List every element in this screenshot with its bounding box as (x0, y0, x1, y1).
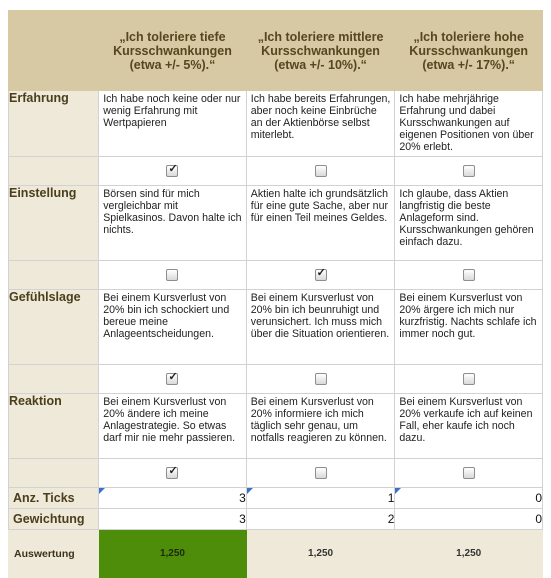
reaction-row (9, 394, 543, 459)
reaction-medium-checkbox[interactable] (315, 467, 327, 479)
weighting-low-value: 3 (239, 512, 246, 526)
row-label-ticks: Anz. Ticks (9, 488, 99, 509)
risk-profile-table (8, 10, 543, 578)
weighting-high-cell[interactable] (395, 509, 543, 530)
experience-row (9, 91, 543, 157)
feeling-high-checkbox[interactable] (463, 373, 475, 385)
attitude-checkbox-row (9, 261, 543, 290)
ticks-row (9, 488, 543, 509)
comment-marker-icon (99, 488, 105, 494)
reaction-high-checkbox[interactable] (463, 467, 475, 479)
attitude-medium-cell (246, 261, 395, 290)
experience-medium-cell (246, 157, 395, 186)
attitude-high-text: Ich glaube, dass Aktien langfristig die beste Anlageform sind. Kursschwankungen gehören einfach dazu. (395, 186, 543, 261)
row-label-attitude: Einstellung (9, 186, 99, 261)
feeling-medium-checkbox[interactable] (315, 373, 327, 385)
experience-high-checkbox[interactable] (463, 165, 475, 177)
row-label-reaction: Reaktion (9, 394, 99, 459)
checkbox-row-spacer (9, 459, 99, 488)
weighting-medium-value: 2 (387, 512, 395, 526)
reaction-low-text: Bei einem Kursverlust von 20% ändere ich meine Anlagestrategie. So etwas darf mir nie mehr passieren. (99, 394, 247, 459)
reaction-medium-text: Bei einem Kursverlust von 20% informiere ich mich täglich sehr genau, um notfalls reagieren zu können. (246, 394, 395, 459)
weighting-high-value: 0 (535, 512, 542, 526)
ticks-low-value: 3 (239, 491, 246, 505)
header-row (9, 11, 543, 91)
experience-medium-text: Ich habe bereits Erfahrungen, aber noch keine Einbrüche an der Aktienbörse selbst miterlebt. (246, 91, 395, 157)
attitude-low-checkbox[interactable] (166, 269, 178, 281)
reaction-medium-cell (246, 459, 395, 488)
checkbox-row-spacer (9, 261, 99, 290)
comment-marker-icon (395, 488, 401, 494)
attitude-high-checkbox[interactable] (463, 269, 475, 281)
header-corner (9, 11, 99, 91)
experience-medium-checkbox[interactable] (315, 165, 327, 177)
reaction-low-checkbox[interactable] (166, 467, 178, 479)
weighting-low-cell[interactable] (99, 509, 247, 530)
header-high-volatility: „Ich toleriere hohe Kursschwankungen (etwa +/- 17%).“ (395, 11, 543, 91)
header-medium-volatility: „Ich toleriere mittlere Kursschwankungen (etwa +/- 10%).“ (246, 11, 395, 91)
experience-checkbox-row (9, 157, 543, 186)
feeling-low-text: Bei einem Kursverlust von 20% bin ich schockiert und bereue meine Anlageentscheidungen. (99, 290, 247, 365)
attitude-high-cell (395, 261, 543, 290)
experience-low-checkbox[interactable] (166, 165, 178, 177)
row-label-feeling: Gefühlslage (9, 290, 99, 365)
experience-high-text: Ich habe mehrjährige Erfahrung und dabei Kursschwankungen auf eigenen Positionen von über 20% erlebt. (395, 91, 543, 157)
feeling-high-text: Bei einem Kursverlust von 20% ärgere ich mich nur kurzfristig. Nachts schlafe ich immer noch gut. (395, 290, 543, 365)
reaction-high-text: Bei einem Kursverlust von 20% verkaufe ich auf keinen Fall, eher kaufe ich noch dazu. (395, 394, 543, 459)
row-label-weighting: Gewichtung (9, 509, 99, 530)
feeling-high-cell (395, 365, 543, 394)
checkbox-row-spacer (9, 365, 99, 394)
ticks-medium-cell[interactable] (246, 488, 395, 509)
attitude-low-text: Börsen sind für mich vergleichbar mit Spielkasinos. Davon halte ich nichts. (99, 186, 247, 261)
reaction-checkbox-row (9, 459, 543, 488)
ticks-high-cell[interactable] (395, 488, 543, 509)
header-low-volatility: „Ich toleriere tiefe Kursschwankungen (etwa +/- 5%).“ (99, 11, 247, 91)
comment-marker-icon (247, 488, 253, 494)
row-label-result: Auswertung (9, 530, 99, 578)
ticks-medium-value: 1 (387, 491, 395, 505)
result-row (9, 530, 543, 578)
result-low-value: 1,250 (99, 530, 247, 578)
experience-low-cell (99, 157, 247, 186)
feeling-checkbox-row (9, 365, 543, 394)
feeling-row (9, 290, 543, 365)
result-high-value: 1,250 (395, 530, 543, 578)
feeling-medium-cell (246, 365, 395, 394)
result-medium-value: 1,250 (246, 530, 395, 578)
attitude-medium-text: Aktien halte ich grundsätzlich für eine gute Sache, aber nur für einen Teil meines Geldes. (246, 186, 395, 261)
feeling-low-cell (99, 365, 247, 394)
attitude-row (9, 186, 543, 261)
reaction-high-cell (395, 459, 543, 488)
ticks-low-cell[interactable] (99, 488, 247, 509)
experience-high-cell (395, 157, 543, 186)
attitude-medium-checkbox[interactable] (315, 269, 327, 281)
weighting-medium-cell[interactable] (246, 509, 395, 530)
feeling-low-checkbox[interactable] (166, 373, 178, 385)
reaction-low-cell (99, 459, 247, 488)
weighting-row (9, 509, 543, 530)
feeling-medium-text: Bei einem Kursverlust von 20% bin ich beunruhigt und verunsichert. Ich muss mich über die Situation orientieren. (246, 290, 395, 365)
checkbox-row-spacer (9, 157, 99, 186)
ticks-high-value: 0 (535, 491, 542, 505)
attitude-low-cell (99, 261, 247, 290)
row-label-experience: Erfahrung (9, 91, 99, 157)
experience-low-text: Ich habe noch keine oder nur wenig Erfahrung mit Wertpapieren (99, 91, 247, 157)
